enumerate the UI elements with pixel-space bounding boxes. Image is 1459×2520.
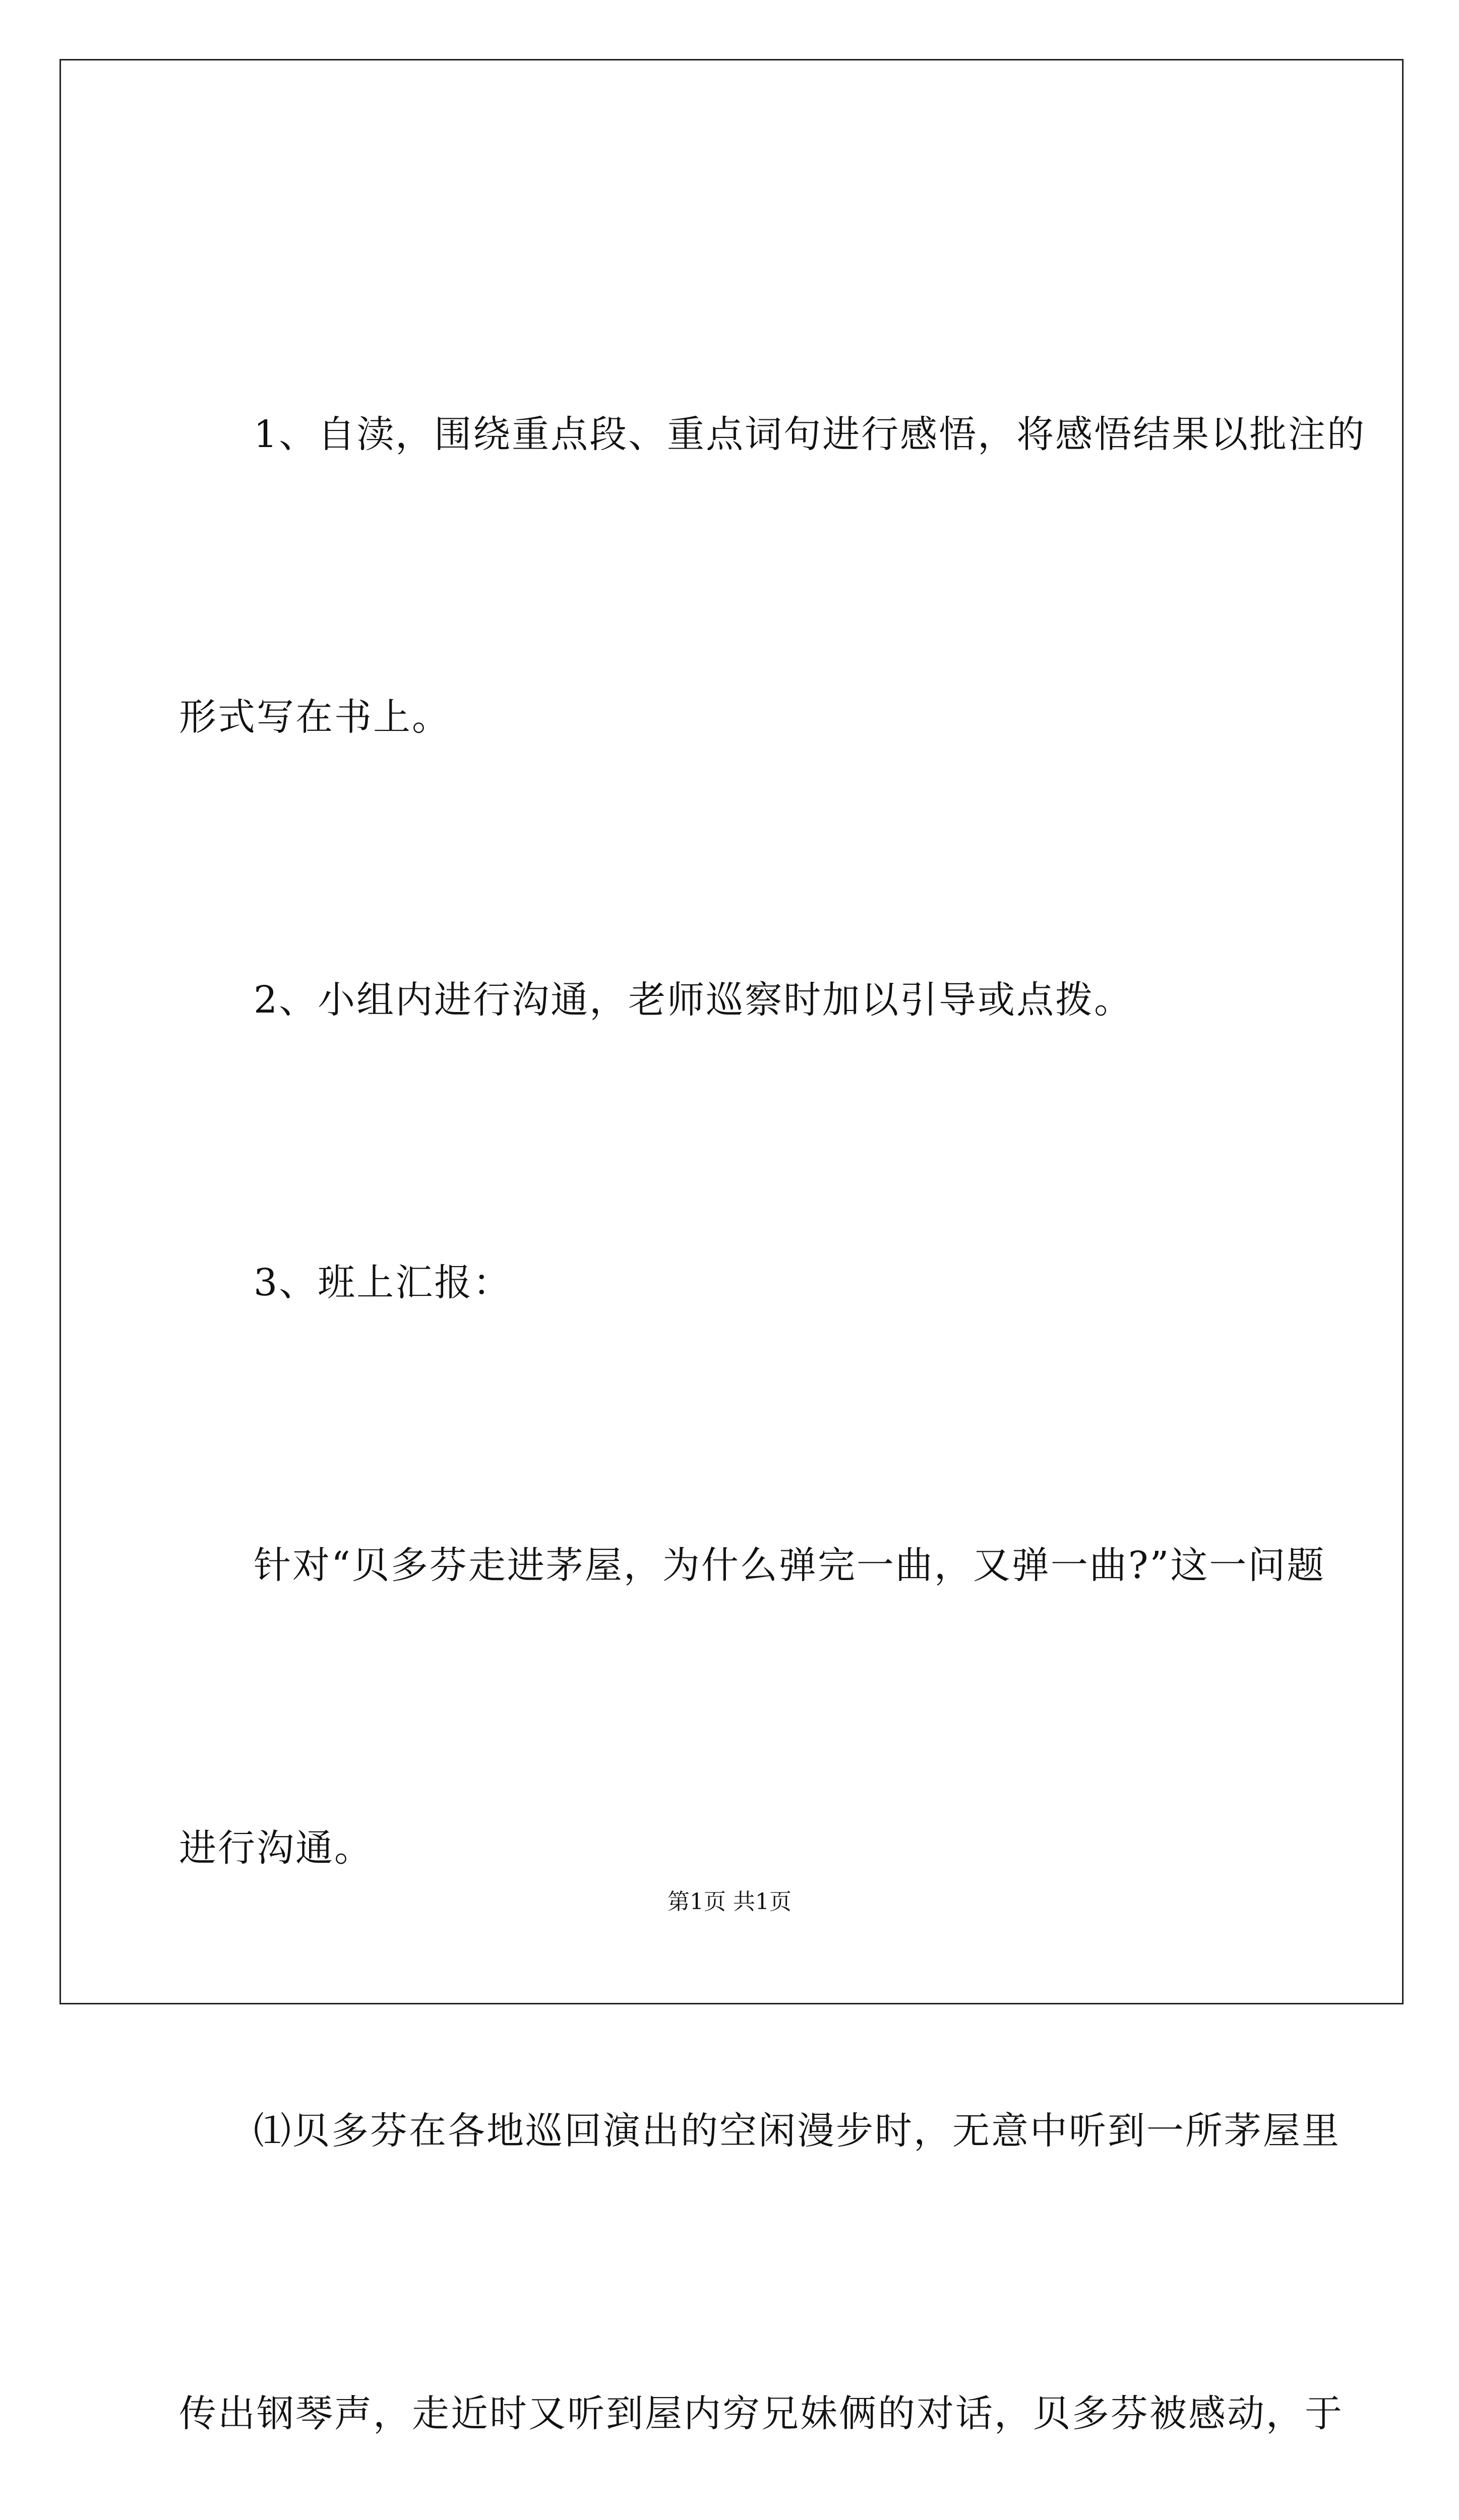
document-body (179, 199, 1366, 2520)
text-line: 进行沟通。 (179, 1826, 373, 1870)
text-line: 1、自渎，围绕重点段、重点词句进行感悟，将感悟结果以批注的 (254, 413, 1366, 456)
text-line: ⑴贝多芬在各地巡回演出的空闲漫步时，无意中听到一所茅屋里 (254, 2109, 1341, 2153)
text-line: 形式写在书上。 (179, 696, 451, 739)
page-number-footer: 第1页 共1页 (667, 1889, 792, 1915)
text-line: 3、班上汇报： (254, 1261, 512, 1304)
text-line: 2、小组内进行沟通，老师巡察时加以引导或点拨。 (254, 978, 1133, 1022)
text-line: 针对“贝多芬走进茅屋，为什么弹完一曲，又弹一曲?”这一问题 (254, 1544, 1326, 1587)
text-line: 传出钢琴声，走近时又听到屋内穷兄妹俩的对话，贝多芬被感动，于 (179, 2392, 1344, 2435)
